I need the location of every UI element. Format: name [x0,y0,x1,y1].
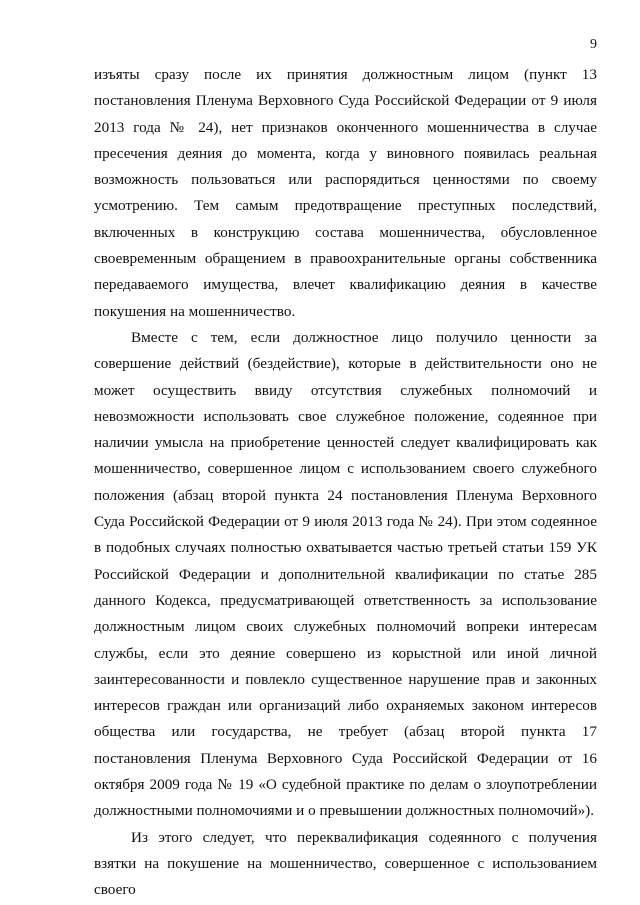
page-number: 9 [590,37,597,52]
paragraph-conclusion: Из этого следует, что переквалификация содеянного с получения взятки на покушение на мошенничество, совершенное с использованием своего [94,828,597,899]
document-body [94,62,597,904]
paragraph-continuation: изъяты сразу после их принятия должностным лицом (пункт 13 постановления Пленума Верховного Суда Российской Федерации от 9 июля 2013 года № 24), нет признаков оконченного мошенничества в случае пресечения деяния до момента, когда у виновного появилась реальная возможность пользоваться или распорядиться ценностями по своему усмотрению. Тем самым предотвращение преступных последствий, включенных в конструкцию состава мошенничества, обусловленное своевременным обращением в правоохранительные органы собственника передаваемого имущества, влечет квалификацию деяния в качестве покушения на мошенничество. [94,66,597,320]
paragraph-fraud-qualification: Вместе с тем, если должностное лицо получило ценности за совершение действий (бездействие), которые в действительности оно не может осуществить ввиду отсутствия служебных полномочий и невозможности использовать свое служебное положение, содеянное при наличии умысла на приобретение ценностей следует квалифицировать как мошенничество, совершенное лицом с использованием своего служебного положения (абзац второй пункта 24 постановления Пленума Верховного Суда Российской Федерации от 9 июля 2013 года № 24). При этом содеянное в подобных случаях полностью охватывается частью третьей статьи 159 УК Российской Федерации и дополнительной квалификации по статье 285 данного Кодекса, предусматривающей ответственность за использование должностным лицом своих служебных полномочий вопреки интересам службы, если это деяние совершено из корыстной или иной личной заинтересованности и повлекло существенное нарушение прав и законных интересов граждан или организаций либо охраняемых законом интересов общества или государства, не требует (абзац второй пункта 17 постановления Пленума Верховного Суда Российской Федерации от 16 октября 2009 года № 19 «О судебной практике по делам о злоупотреблении должностными полномочиями и о превышении должностных полномочий»). [94,328,597,820]
